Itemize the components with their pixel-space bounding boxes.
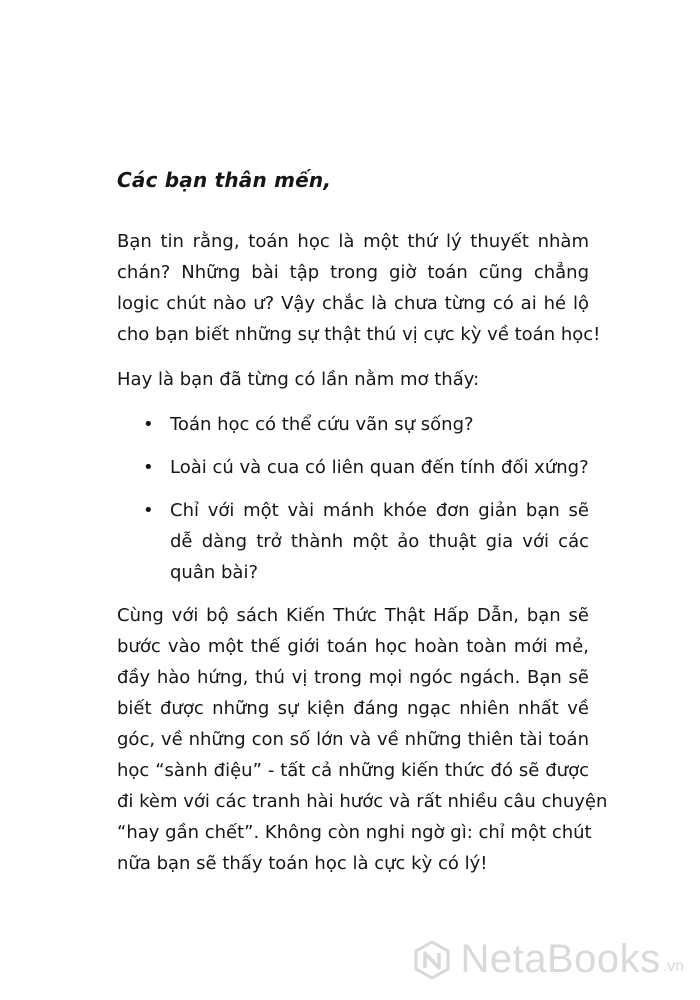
bullet-dot-icon: • <box>143 414 154 435</box>
book-page <box>117 168 608 893</box>
closing-line: biết được những sự kiện đáng ngạc nhiên nhất về <box>117 698 589 719</box>
watermark-tld: .vn <box>662 958 684 975</box>
list-item-text: Chỉ với một vài mánh khóe đơn giản bạn sẽ <box>170 500 589 521</box>
bullet-dot-icon: • <box>143 500 154 521</box>
list-item-text: Loài cú và cua có liên quan đến tính đối xứng? <box>170 457 589 478</box>
closing-line: đi kèm với các tranh hài hước và rất nhiều câu chuyện <box>117 791 608 812</box>
list-item <box>117 409 589 440</box>
closing-line: Cùng với bộ sách Kiến Thức Thật Hấp Dẫn, bạn sẽ <box>117 605 589 626</box>
closing-line: học “sành điệu” - tất cả những kiến thức đó sẽ được <box>117 760 589 781</box>
greeting-heading: Các bạn thân mến, <box>117 168 332 192</box>
closing-line: bước vào một thế giới toán học hoàn toàn mới mẻ, <box>117 636 589 657</box>
closing-line: “hay gần chết”. Không còn nghi ngờ gì: chỉ một chút <box>117 822 592 843</box>
closing-line: góc, về những con số lớn và về những thiên tài toán <box>117 729 589 750</box>
intro-line: Bạn tin rằng, toán học là một thứ lý thuyết nhàm <box>117 231 589 252</box>
netabooks-logo-icon <box>412 940 452 980</box>
closing-line: đầy hào hứng, thú vị trong mọi ngóc ngách. Bạn sẽ <box>117 667 589 688</box>
intro-line: cho bạn biết những sự thật thú vị cực kỳ về toán học! <box>117 324 601 345</box>
closing-line: nữa bạn sẽ thấy toán học là cực kỳ có lý! <box>117 853 488 874</box>
bullet-dot-icon: • <box>143 457 154 478</box>
list-item-text: quân bài? <box>170 562 259 583</box>
intro-paragraph <box>117 226 601 350</box>
list-item-text: Toán học có thể cứu vãn sự sống? <box>170 414 474 435</box>
watermark-brand: NetaBooks <box>460 937 661 981</box>
netabooks-watermark <box>412 937 684 982</box>
intro-line: chán? Những bài tập trong giờ toán cũng chẳng <box>117 262 589 283</box>
question-lead-text: Hay là bạn đã từng có lần nằm mơ thấy: <box>117 369 480 390</box>
closing-paragraph <box>117 600 608 879</box>
list-item-text: dễ dàng trở thành một ảo thuật gia với các <box>170 531 589 552</box>
question-list <box>117 409 589 588</box>
intro-line: logic chút nào ư? Vậy chắc là chưa từng có ai hé lộ <box>117 293 589 314</box>
list-item <box>117 452 589 483</box>
list-item <box>117 495 589 588</box>
question-lead <box>117 364 589 395</box>
